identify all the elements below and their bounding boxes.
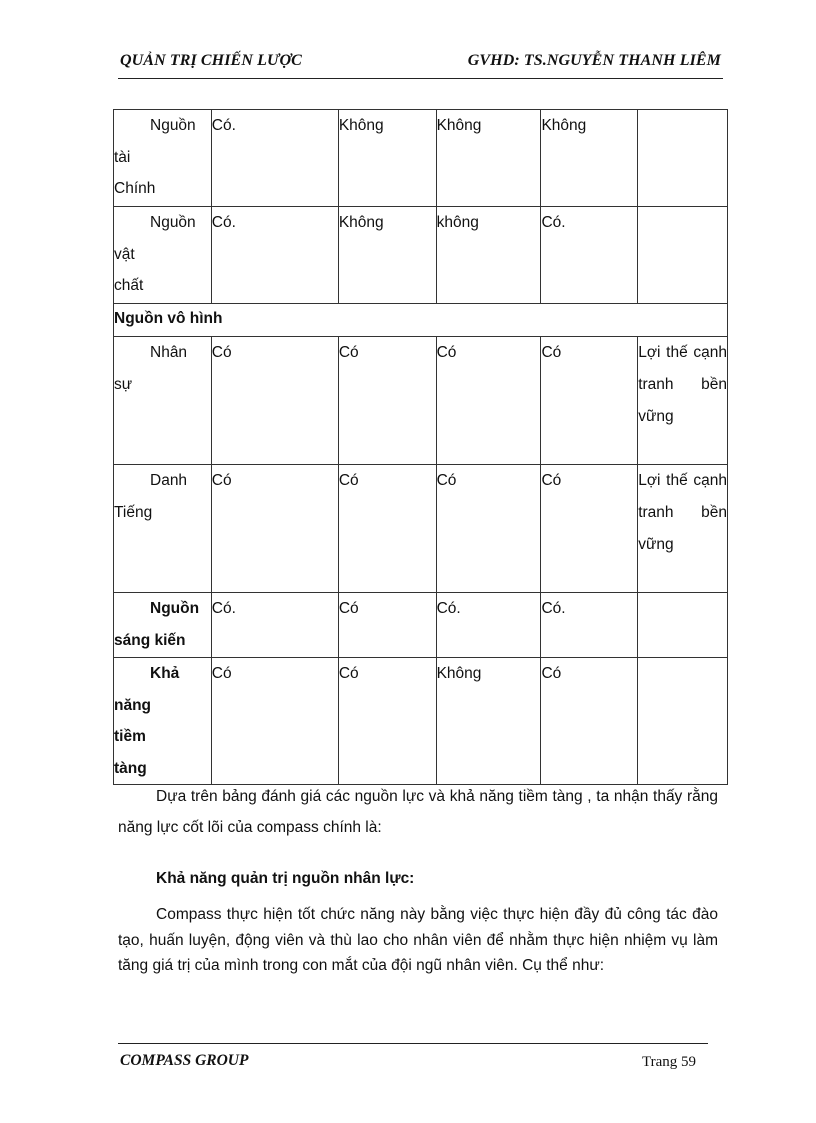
- paragraph-detail: Compass thực hiện tốt chức năng này bằng việc thực hiện đầy đủ công tác đào tạo, huấn luyện, động viên và thù lao cho nhân viên để nhằm thực hiện nhiệm vụ làm tăng giá trị của mình trong con mắt của đội ngũ nhân viên. Cụ thể như:: [118, 906, 718, 974]
- value-cell: Không: [338, 207, 436, 304]
- value-cell: Có: [211, 465, 338, 593]
- value-cell: Có.: [211, 593, 338, 658]
- value-cell: Có: [338, 465, 436, 593]
- row-label-line: vật: [114, 245, 135, 263]
- paragraph-conclusion: Dựa trên bảng đánh giá các nguồn lực và khả năng tiềm tàng , ta nhận thấy rằng năng lực cốt lõi của compass chính là:: [118, 788, 718, 836]
- value-cell: không: [436, 207, 541, 304]
- value-cell: Có.: [436, 593, 541, 658]
- advantage-note: [638, 110, 728, 207]
- value-cell: Không: [338, 110, 436, 207]
- value-cell: Không: [436, 110, 541, 207]
- table-row: [114, 110, 728, 207]
- header-advisor: GVHD: TS.NGUYỄN THANH LIÊM: [467, 52, 721, 69]
- row-label-line: Nhân: [150, 344, 188, 361]
- row-label-line: tài: [114, 148, 131, 166]
- value-cell: Có: [211, 658, 338, 785]
- section-label: Nguồn vô hình: [114, 304, 728, 337]
- table-row: [114, 337, 728, 465]
- value-cell: Có.: [541, 207, 638, 304]
- row-label: [114, 593, 212, 658]
- value-cell: Có: [338, 658, 436, 785]
- value-cell: Không: [436, 658, 541, 785]
- row-label-line: chất: [114, 277, 144, 294]
- value-cell: Có: [338, 593, 436, 658]
- table-row: [114, 658, 728, 785]
- header-title: QUẢN TRỊ CHIẾN LƯỢC: [120, 52, 302, 69]
- row-label-line: tiềm: [114, 728, 146, 745]
- value-cell: Có.: [541, 593, 638, 658]
- value-cell: Có: [541, 337, 638, 465]
- row-label-line: tàng: [114, 759, 147, 777]
- value-cell: Có: [541, 658, 638, 785]
- table-row: [114, 207, 728, 304]
- advantage-note: [638, 207, 728, 304]
- row-label-line: Nguồn: [150, 600, 200, 617]
- row-label-line: Nguồn: [150, 214, 196, 231]
- value-cell: Có: [211, 337, 338, 465]
- value-cell: Có: [436, 465, 541, 593]
- advantage-note: [638, 658, 728, 785]
- advantage-note: [638, 593, 728, 658]
- footer-company: COMPASS GROUP: [120, 1052, 249, 1069]
- row-label-line: Nguồn: [150, 117, 196, 134]
- page-footer: [118, 1043, 708, 1070]
- advantage-note: Lợi thế cạnh tranh bền vững: [638, 337, 728, 465]
- value-cell: Có.: [211, 207, 338, 304]
- row-label: [114, 337, 212, 465]
- row-label: [114, 658, 212, 785]
- value-cell: Có.: [211, 110, 338, 207]
- row-label: [114, 465, 212, 593]
- table-row: [114, 465, 728, 593]
- row-label-line: sáng kiến: [114, 631, 186, 649]
- row-label-line: Khả: [150, 665, 180, 682]
- page-header: [118, 50, 723, 79]
- row-label: [114, 207, 212, 304]
- value-cell: Không: [541, 110, 638, 207]
- resource-evaluation-table: [113, 109, 728, 785]
- row-label-line: Chính: [114, 180, 156, 197]
- section-heading: Khả năng quản trị nguồn nhân lực:: [156, 870, 415, 887]
- value-cell: Có: [436, 337, 541, 465]
- advantage-note: Lợi thế cạnh tranh bền vững: [638, 465, 728, 593]
- row-label-line: Danh: [150, 472, 188, 489]
- table-section-row: [114, 304, 728, 337]
- table-row: [114, 593, 728, 658]
- page-number: Trang 59: [641, 1054, 696, 1070]
- value-cell: Có: [338, 337, 436, 465]
- row-label-line: sự: [114, 375, 133, 393]
- row-label: [114, 110, 212, 207]
- row-label-line: năng: [114, 696, 152, 714]
- value-cell: Có: [541, 465, 638, 593]
- row-label-line: Tiếng: [114, 503, 153, 521]
